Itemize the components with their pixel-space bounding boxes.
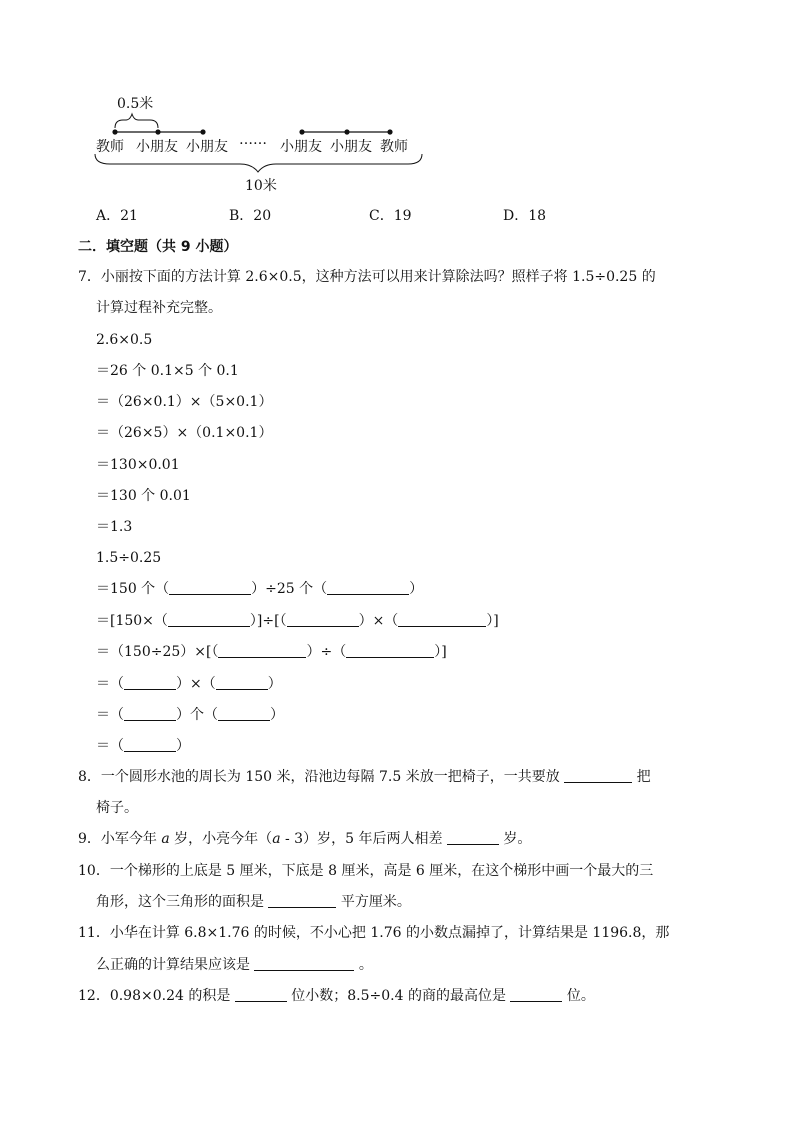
task-step1: ＝150 个（ ）÷25 个（ ） bbox=[96, 581, 424, 597]
q6-options bbox=[96, 205, 656, 225]
dot bbox=[155, 129, 160, 134]
dot bbox=[200, 129, 205, 134]
answer-blank[interactable] bbox=[447, 830, 499, 845]
answer-blank[interactable] bbox=[168, 612, 250, 627]
answer-blank[interactable] bbox=[124, 706, 176, 721]
bottom-length-label: 10米 bbox=[245, 178, 277, 194]
option-d[interactable]: D．18 bbox=[503, 208, 547, 224]
label-teacher-right: 教师 bbox=[380, 139, 408, 155]
answer-blank[interactable] bbox=[216, 675, 268, 690]
task-step5: ＝（ ）个（ ） bbox=[96, 707, 284, 723]
option-b[interactable]: B．20 bbox=[229, 208, 272, 224]
q11-line1: 11．小华在计算 6.8×1.76 的时候，不小心把 1.76 的小数点漏掉了，计算结果是 1196.8，那 bbox=[78, 925, 670, 941]
dot bbox=[387, 129, 392, 134]
spacing-diagram bbox=[90, 92, 430, 192]
example-step: 2.6×0.5 bbox=[96, 332, 153, 348]
task-step6: ＝（ ） bbox=[96, 738, 190, 754]
q7-line1: 7．小丽按下面的方法计算 2.6×0.5，这种方法可以用来计算除法吗？照样子将 1.5÷0.25 的 bbox=[78, 269, 656, 285]
example-step: ＝26 个 0.1×5 个 0.1 bbox=[96, 363, 239, 379]
label-child: 小朋友 bbox=[136, 139, 178, 155]
example-step: ＝（26×0.1）×（5×0.1） bbox=[96, 394, 273, 410]
task-start: 1.5÷0.25 bbox=[96, 550, 162, 566]
answer-blank[interactable] bbox=[235, 987, 287, 1002]
answer-blank[interactable] bbox=[124, 737, 176, 752]
label-teacher-left: 教师 bbox=[96, 139, 124, 155]
answer-blank[interactable] bbox=[398, 612, 486, 627]
task-step2: ＝[150×（ ）]÷[（ ）×（ ）] bbox=[96, 613, 499, 629]
top-length-label: 0.5米 bbox=[117, 96, 154, 112]
label-child: 小朋友 bbox=[280, 139, 322, 155]
bottom-brace bbox=[95, 154, 422, 172]
section-title: 二．填空题（共 9 小题） bbox=[78, 239, 238, 255]
answer-blank[interactable] bbox=[510, 987, 562, 1002]
option-a[interactable]: A．21 bbox=[96, 208, 138, 224]
example-step: ＝130×0.01 bbox=[96, 457, 180, 473]
answer-blank[interactable] bbox=[218, 643, 306, 658]
task-step3: ＝（150÷25）×[（ ）÷（ ）] bbox=[96, 644, 447, 660]
example-step: ＝1.3 bbox=[96, 519, 133, 535]
dot bbox=[112, 129, 117, 134]
label-child: 小朋友 bbox=[330, 139, 372, 155]
label-child: 小朋友 bbox=[186, 139, 228, 155]
example-step: ＝130 个 0.01 bbox=[96, 488, 191, 504]
dot bbox=[344, 129, 349, 134]
answer-blank[interactable] bbox=[218, 706, 270, 721]
q8-line1: 8．一个圆形水池的周长为 150 米，沿池边每隔 7.5 米放一把椅子，一共要放 把 bbox=[78, 769, 651, 785]
q10-line2: 角形，这个三角形的面积是 平方厘米。 bbox=[96, 894, 411, 910]
q11-line2: 么正确的计算结果应该是 。 bbox=[96, 957, 373, 973]
answer-blank[interactable] bbox=[564, 768, 632, 783]
q9-line: 9．小军今年 a 岁，小亮今年（a - 3）岁，5 年后两人相差 岁。 bbox=[78, 831, 532, 847]
example-step: ＝（26×5）×（0.1×0.1） bbox=[96, 425, 273, 441]
answer-blank[interactable] bbox=[124, 675, 176, 690]
q12-line: 12．0.98×0.24 的积是 位小数；8.5÷0.4 的商的最高位是 位。 bbox=[78, 988, 595, 1004]
q8-line2: 椅子。 bbox=[96, 800, 138, 816]
top-brace bbox=[115, 114, 158, 128]
option-c[interactable]: C．19 bbox=[369, 208, 412, 224]
q7-line2: 计算过程补充完整。 bbox=[96, 300, 222, 316]
answer-blank[interactable] bbox=[327, 580, 409, 595]
answer-blank[interactable] bbox=[169, 580, 251, 595]
answer-blank[interactable] bbox=[268, 893, 336, 908]
dot bbox=[299, 129, 304, 134]
answer-blank[interactable] bbox=[346, 643, 434, 658]
q10-line1: 10．一个梯形的上底是 5 厘米，下底是 8 厘米，高是 6 厘米，在这个梯形中画一个最大的三 bbox=[78, 863, 654, 879]
task-step4: ＝（ ）×（ ） bbox=[96, 676, 282, 692]
answer-blank[interactable] bbox=[254, 956, 354, 971]
answer-blank[interactable] bbox=[287, 612, 359, 627]
ellipsis: …… bbox=[239, 132, 267, 148]
